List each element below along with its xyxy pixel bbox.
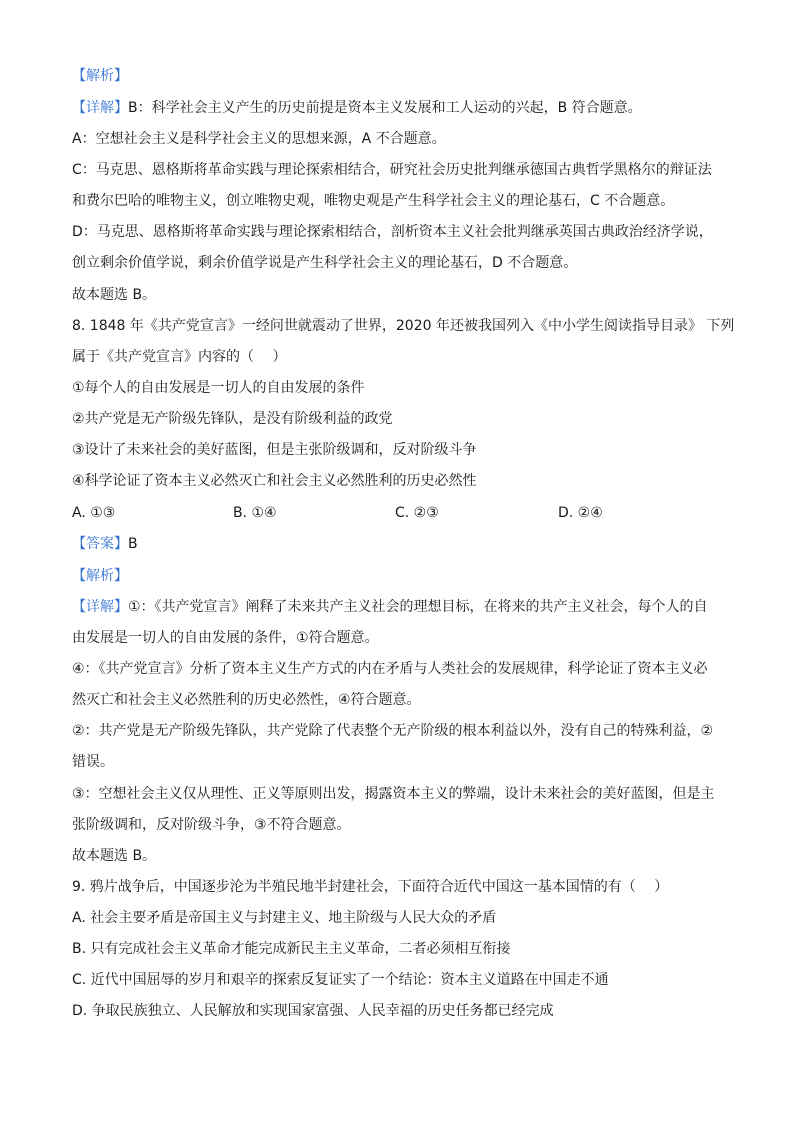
q8-detail-line-1 [72,597,708,617]
q8-detail-line-4: 然灭亡和社会主义必然胜利的历史必然性，④符合题意。 [72,692,421,708]
q7-detail-text: B：科学社会主义产生的历史前提是资本主义发展和工人运动的兴起，B 符合题意。 [128,100,642,116]
q9-option-d: D. 争取民族独立、人民解放和实现国家富强、人民幸福的历史任务都已经完成 [72,1003,554,1019]
q8-item-3: ③设计了未来社会的美好蓝图，但是主张阶级调和，反对阶级斗争 [72,442,477,458]
q8-detail-line-6: 错误。 [72,754,114,770]
q8-detail-line-5: ②：共产党是无产阶级先锋队，共产党除了代表整个无产阶级的根本利益以外，没有自己的特殊利益，② [72,723,714,739]
q8-answer-value: B [128,536,138,552]
q7-detail-line-3: C：马克思、恩格斯将革命实践与理论探索相结合，研究社会历史批判继承德国古典哲学黑格尔的辩证法 [72,162,712,178]
q7-detail-line-4: 和费尔巴哈的唯物主义，创立唯物史观，唯物史观是产生科学社会主义的理论基石，C 不合题意。 [72,193,675,209]
q8-detail-line-7: ③：空想社会主义仅从理性、正义等原则出发，揭露资本主义的弊端，设计未来社会的美好蓝图，但是主 [72,786,715,802]
q8-item-2: ②共产党是无产阶级先锋队，是没有阶级利益的政党 [72,411,393,427]
q8-stem-line-2: 属于《共产党宣言》内容的（ ） [72,349,287,365]
q7-detail-tag: 【详解】 [72,100,128,116]
q8-detail-line-8: 张阶级调和，反对阶级斗争，③不符合题意。 [72,817,351,833]
q8-answer-line [72,534,138,554]
q8-detail-text: ①：《共产党宣言》阐释了未来共产主义社会的理想目标，在将来的共产主义社会，每个人的自 [128,599,708,615]
q9-option-b: B. 只有完成社会主义革命才能完成新民主主义革命，二者必须相互衔接 [72,941,511,957]
q7-conclusion: 故本题选 B。 [72,287,157,303]
q8-option-d: D. ②④ [558,505,603,521]
q8-option-c: C. ②③ [395,505,439,521]
q8-stem-line-1: 8. 1848 年《共产党宣言》一经问世就震动了世界，2020 年还被我国列入《中小学生阅读指导目录》 下列 [72,318,735,334]
q7-detail-line-2: A：空想社会主义是科学社会主义的思想来源，A 不合题意。 [72,131,446,147]
q7-detail-line-6: 创立剩余价值学说，剩余价值学说是产生科学社会主义的理论基石，D 不合题意。 [72,255,578,271]
q8-detail-line-3: ④：《共产党宣言》分析了资本主义生产方式的内在矛盾与人类社会的发展规律，科学论证了资本主义必 [72,661,708,677]
q9-option-c: C. 近代中国屈辱的岁月和艰辛的探索反复证实了一个结论：资本主义道路在中国走不通 [72,972,609,988]
q8-detail-line-2: 由发展是一切人的自由发展的条件，①符合题意。 [72,630,379,646]
q8-conclusion: 故本题选 B。 [72,848,157,864]
q9-option-a: A. 社会主要矛盾是帝国主义与封建主义、地主阶级与人民大众的矛盾 [72,910,497,926]
q7-detail-line-5: D：马克思、恩格斯将革命实践与理论探索相结合，剖析资本主义社会批判继承英国古典政治经济学说， [72,224,713,240]
q8-option-b: B. ①④ [233,505,277,521]
q9-stem: 9. 鸦片战争后，中国逐步沦为半殖民地半封建社会，下面符合近代中国这一基本国情的有（ ） [72,879,669,895]
q8-answer-tag: 【答案】 [72,536,128,552]
q8-option-a: A. ①③ [72,505,116,521]
q7-analysis-tag: 【解析】 [72,68,128,84]
q8-item-4: ④科学论证了资本主义必然灭亡和社会主义必然胜利的历史必然性 [72,473,477,489]
q8-item-1: ①每个人的自由发展是一切人的自由发展的条件 [72,380,365,396]
q8-detail-tag: 【详解】 [72,599,128,615]
q8-analysis-tag: 【解析】 [72,568,128,584]
q7-detail-line-1 [72,98,642,118]
